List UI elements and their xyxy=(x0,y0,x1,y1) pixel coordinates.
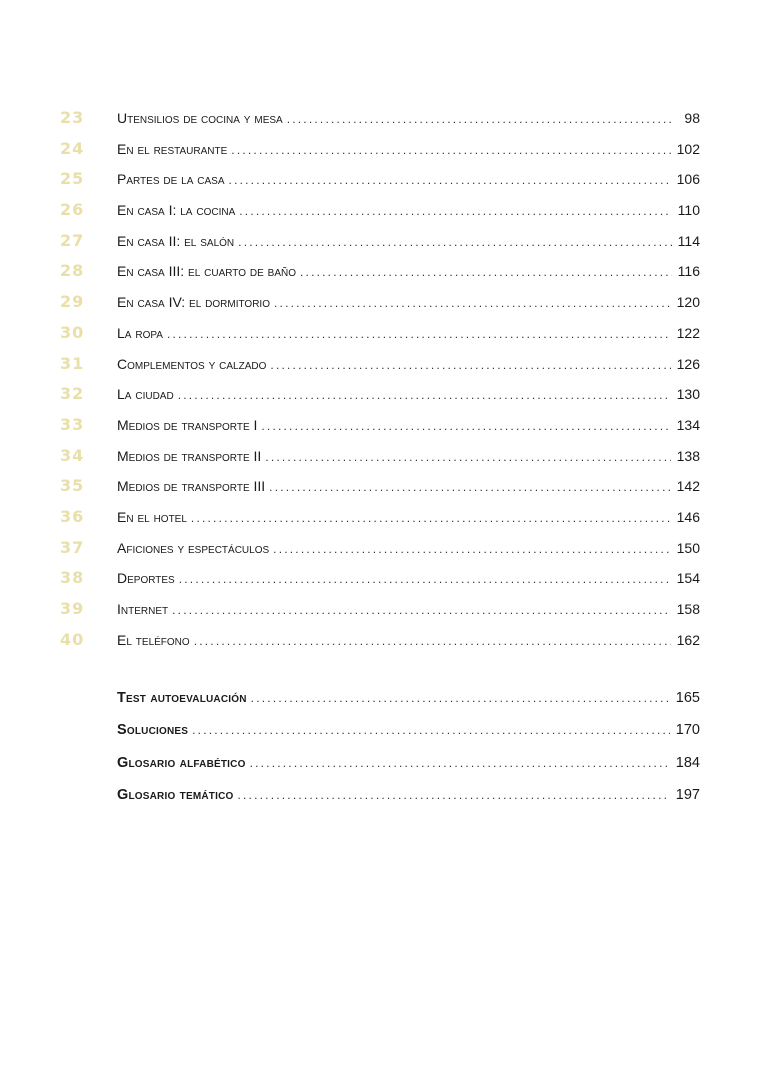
dot-leader xyxy=(251,691,670,705)
unit-title: Partes de la casa xyxy=(117,171,225,188)
dot-leader xyxy=(273,542,670,556)
toc-entry[interactable] xyxy=(60,108,700,139)
toc-entry[interactable] xyxy=(60,446,700,477)
unit-title: En casa III: el cuarto de baño xyxy=(117,263,297,280)
unit-title: Deportes xyxy=(117,570,175,587)
toc-entry[interactable] xyxy=(60,200,700,231)
dot-leader xyxy=(265,450,670,464)
table-of-contents xyxy=(60,108,700,660)
page-number: 102 xyxy=(676,140,700,157)
toc-entry[interactable] xyxy=(60,231,700,262)
unit-title: Complementos y calzado xyxy=(117,355,267,372)
dot-leader xyxy=(238,235,672,249)
dot-leader xyxy=(287,112,672,126)
unit-title: La ropa xyxy=(117,324,163,341)
unit-title: Internet xyxy=(117,601,169,617)
toc-entry[interactable] xyxy=(60,169,700,200)
unit-title: Medios de transporte III xyxy=(117,478,266,495)
dot-leader xyxy=(191,511,671,525)
unit-title: Aficiones y espectáculos xyxy=(117,539,270,556)
appendix-entry[interactable] xyxy=(117,755,700,787)
toc-entry[interactable] xyxy=(60,384,700,415)
dot-leader xyxy=(231,143,670,157)
appendix-title: Test autoevaluación xyxy=(117,690,247,706)
appendix-title: Glosario temático xyxy=(117,786,234,803)
unit-title: En el restaurante xyxy=(117,140,228,157)
toc-entry[interactable] xyxy=(60,292,700,323)
unit-number: 23 xyxy=(60,108,85,127)
toc-entry[interactable] xyxy=(60,261,700,292)
unit-number: 32 xyxy=(60,384,85,404)
dot-leader xyxy=(269,480,670,494)
toc-entry[interactable] xyxy=(60,323,700,354)
page-number: 130 xyxy=(676,386,700,403)
dot-leader xyxy=(178,388,671,402)
appendix-entry[interactable] xyxy=(117,722,700,754)
page-number: 197 xyxy=(675,786,700,803)
page-number: 114 xyxy=(677,232,700,249)
dot-leader xyxy=(167,327,671,341)
dot-leader xyxy=(194,634,671,648)
page-number: 146 xyxy=(676,508,700,525)
unit-number: 29 xyxy=(60,292,85,312)
unit-number: 28 xyxy=(60,261,85,281)
toc-entry[interactable] xyxy=(60,599,700,630)
unit-title: Medios de transporte I xyxy=(117,416,258,433)
page-number: 170 xyxy=(675,722,700,739)
unit-title: La ciudad xyxy=(117,386,174,403)
dot-leader xyxy=(300,265,672,279)
unit-number: 33 xyxy=(60,414,85,434)
dot-leader xyxy=(274,296,671,310)
unit-title: Medios de transporte II xyxy=(117,447,262,464)
dot-leader xyxy=(229,173,671,187)
unit-title: En casa II: el salón xyxy=(117,232,235,249)
toc-entry[interactable] xyxy=(60,476,700,507)
unit-number: 26 xyxy=(60,200,85,220)
unit-number: 39 xyxy=(60,599,85,618)
page-number: 158 xyxy=(676,601,700,617)
dot-leader xyxy=(250,756,670,770)
unit-number: 27 xyxy=(60,230,85,250)
unit-number: 30 xyxy=(60,322,85,342)
page-number: 134 xyxy=(676,416,700,433)
page-number: 162 xyxy=(676,631,700,648)
toc-entry[interactable] xyxy=(60,415,700,446)
toc-entry[interactable] xyxy=(60,507,700,538)
page-number: 138 xyxy=(676,447,700,464)
dot-leader xyxy=(239,204,671,218)
toc-entry[interactable] xyxy=(60,139,700,170)
toc-entry[interactable] xyxy=(60,538,700,569)
appendix-entry[interactable] xyxy=(117,787,700,819)
dot-leader xyxy=(237,788,669,802)
page-number: 165 xyxy=(675,690,700,706)
page-number: 122 xyxy=(676,324,700,341)
dot-leader xyxy=(192,723,670,737)
dot-leader xyxy=(270,358,670,372)
unit-title: Utensilios de cocina y mesa xyxy=(117,110,283,126)
unit-number: 24 xyxy=(60,138,85,158)
unit-title: En casa I: la cocina xyxy=(117,202,236,219)
appendix-contents xyxy=(117,690,700,819)
toc-entry[interactable] xyxy=(60,354,700,385)
unit-number: 40 xyxy=(60,629,85,649)
page-number: 120 xyxy=(676,294,700,311)
toc-entry[interactable] xyxy=(60,630,700,661)
page-number: 184 xyxy=(675,754,700,771)
unit-number: 31 xyxy=(60,353,85,373)
page-number: 106 xyxy=(676,171,700,188)
appendix-title: Soluciones xyxy=(117,722,189,739)
page-number: 110 xyxy=(677,202,700,219)
unit-number: 25 xyxy=(60,169,85,189)
unit-number: 38 xyxy=(60,568,85,588)
dot-leader xyxy=(172,603,671,617)
toc-entry[interactable] xyxy=(60,568,700,599)
appendix-title: Glosario alfabético xyxy=(117,754,246,771)
page-number: 126 xyxy=(676,355,700,372)
unit-number: 37 xyxy=(60,537,85,557)
page-number: 98 xyxy=(684,110,700,126)
unit-title: El teléfono xyxy=(117,631,190,648)
unit-title: En casa IV: el dormitorio xyxy=(117,294,270,311)
page-number: 154 xyxy=(676,570,700,587)
dot-leader xyxy=(261,419,670,433)
unit-number: 34 xyxy=(60,445,85,465)
page-number: 150 xyxy=(676,539,700,556)
unit-title: En el hotel xyxy=(117,508,187,525)
page-number: 142 xyxy=(676,478,700,495)
page-number: 116 xyxy=(677,263,700,280)
unit-number: 35 xyxy=(60,476,85,496)
unit-number: 36 xyxy=(60,506,85,526)
appendix-entry[interactable] xyxy=(117,690,700,722)
dot-leader xyxy=(179,572,671,586)
